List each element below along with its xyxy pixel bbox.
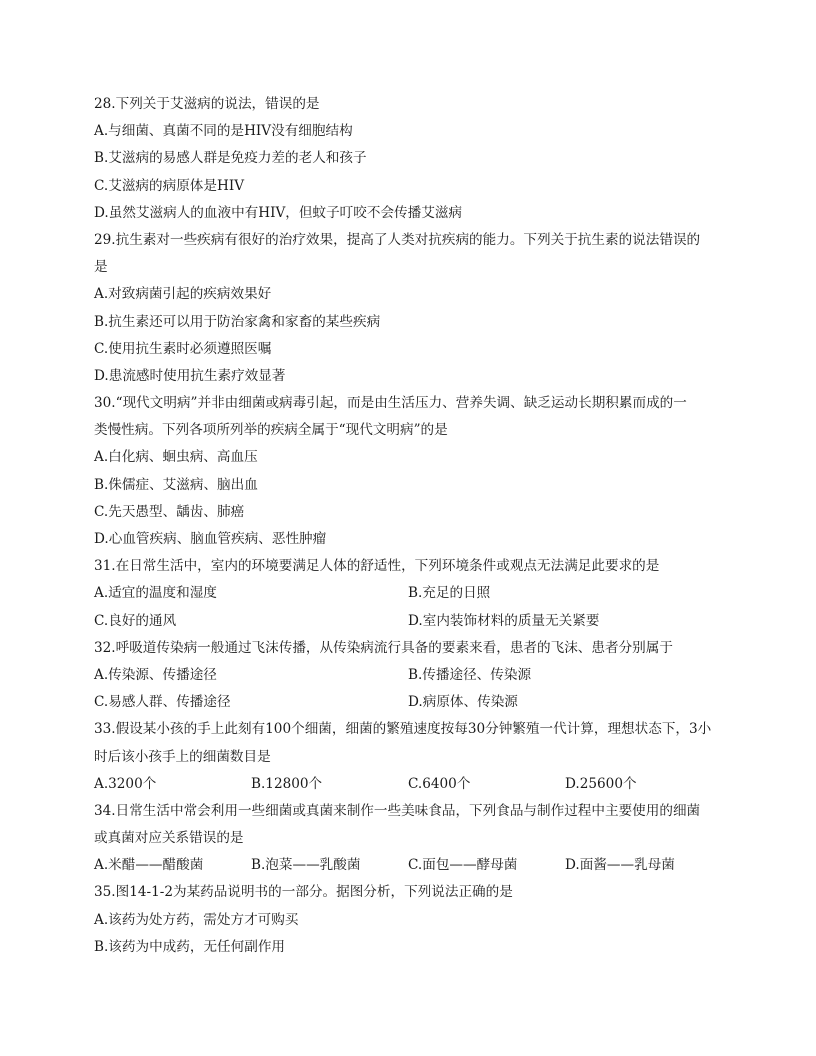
- option-d: D.心血管疾病、脑血管疾病、恶性肿瘤: [94, 531, 327, 547]
- option-a: A.对致病菌引起的疾病效果好: [94, 286, 272, 303]
- option-d: D.面酱——乳母菌: [565, 857, 675, 874]
- option-d: D.患流感时使用抗生素疗效显著: [94, 367, 286, 384]
- option-b: B.传播途径、传染源: [408, 666, 532, 683]
- option-a: A.3200个: [94, 775, 157, 792]
- option-b: B.充足的日照: [408, 585, 491, 602]
- option-a: A.米醋——醋酸菌: [94, 857, 204, 874]
- options-row: [94, 608, 734, 635]
- question-stem-cont: 时后该小孩手上的细菌数目是: [94, 748, 271, 765]
- question-stem: 29.抗生素对一些疾病有很好的治疗效果，提高了人类对抗疾病的能力。下列关于抗生素的说法错误的: [94, 231, 701, 248]
- question-stem-cont: 或真菌对应关系错误的是: [94, 830, 244, 847]
- question-32: [94, 635, 734, 717]
- option-b: B.该药为中成药，无任何副作用: [94, 938, 286, 955]
- option-c: C.艾滋病的病原体是HIV: [94, 177, 245, 194]
- question-stem-cont: 类慢性病。下列各项所列举的疾病全属于“现代文明病”的是: [94, 422, 448, 439]
- options-row: [94, 580, 734, 607]
- option-b: B.抗生素还可以用于防治家禽和家畜的某些疾病: [94, 313, 381, 330]
- option-a: A.适宜的温度和湿度: [94, 585, 217, 602]
- question-29: [94, 227, 734, 390]
- question-33: [94, 716, 734, 798]
- question-35: [94, 879, 734, 961]
- option-c: C.使用抗生素时必须遵照医嘱: [94, 340, 272, 357]
- option-d: D.25600个: [565, 775, 637, 792]
- question-stem: 32.呼吸道传染病一般通过飞沫传播，从传染病流行具备的要素来看，患者的飞沫、患者分别属于: [94, 639, 673, 656]
- option-c: C.良好的通风: [94, 612, 177, 629]
- option-a: A.传染源、传播途径: [94, 666, 217, 683]
- option-d: D.病原体、传染源: [408, 694, 518, 711]
- option-c: C.易感人群、传播途径: [94, 694, 231, 711]
- question-28: [94, 91, 734, 227]
- option-c: C.面包——酵母菌: [408, 857, 518, 874]
- exam-page: [94, 91, 734, 961]
- question-stem: 35.图14-1-2为某药品说明书的一部分。据图分析，下列说法正确的是: [94, 884, 513, 901]
- option-a: A.白化病、蛔虫病、高血压: [94, 449, 258, 466]
- option-b: B.艾滋病的易感人群是免疫力差的老人和孩子: [94, 150, 367, 167]
- option-a: A.与细菌、真菌不同的是HIV没有细胞结构: [94, 123, 353, 140]
- question-31: [94, 553, 734, 635]
- question-stem: 28.下列关于艾滋病的说法，错误的是: [94, 96, 320, 112]
- options-row: [94, 662, 734, 689]
- options-row: [94, 689, 734, 716]
- option-b: B.侏儒症、艾滋病、脑出血: [94, 476, 258, 493]
- question-stem: 34.日常生活中常会利用一些细菌或真菌来制作一些美味食品，下列食品与制作过程中主要使用的细菌: [94, 802, 701, 819]
- question-stem: 30.“现代文明病”并非由细菌或病毒引起，而是由生活压力、营养失调、缺乏运动长期积累而成的一: [94, 395, 687, 412]
- question-stem-cont: 是: [94, 259, 108, 276]
- question-34: [94, 798, 734, 880]
- question-stem: 31.在日常生活中，室内的环境要满足人体的舒适性，下列环境条件或观点无法满足此要求的是: [94, 558, 660, 575]
- options-row: [94, 771, 734, 798]
- option-a: A.该药为处方药，需处方才可购买: [94, 911, 299, 928]
- option-b: B.泡菜——乳酸菌: [251, 857, 361, 874]
- options-row: [94, 852, 734, 879]
- option-d: D.室内装饰材料的质量无关紧要: [408, 612, 600, 629]
- question-stem: 33.假设某小孩的手上此刻有100个细菌，细菌的繁殖速度按每30分钟繁殖一代计算，理想状态下，3小: [94, 721, 712, 738]
- option-d: D.虽然艾滋病人的血液中有HIV，但蚊子叮咬不会传播艾滋病: [94, 204, 463, 221]
- question-30: [94, 390, 734, 553]
- option-c: C.6400个: [408, 775, 471, 792]
- option-b: B.12800个: [251, 775, 323, 792]
- option-c: C.先天愚型、龋齿、肺癌: [94, 503, 245, 520]
